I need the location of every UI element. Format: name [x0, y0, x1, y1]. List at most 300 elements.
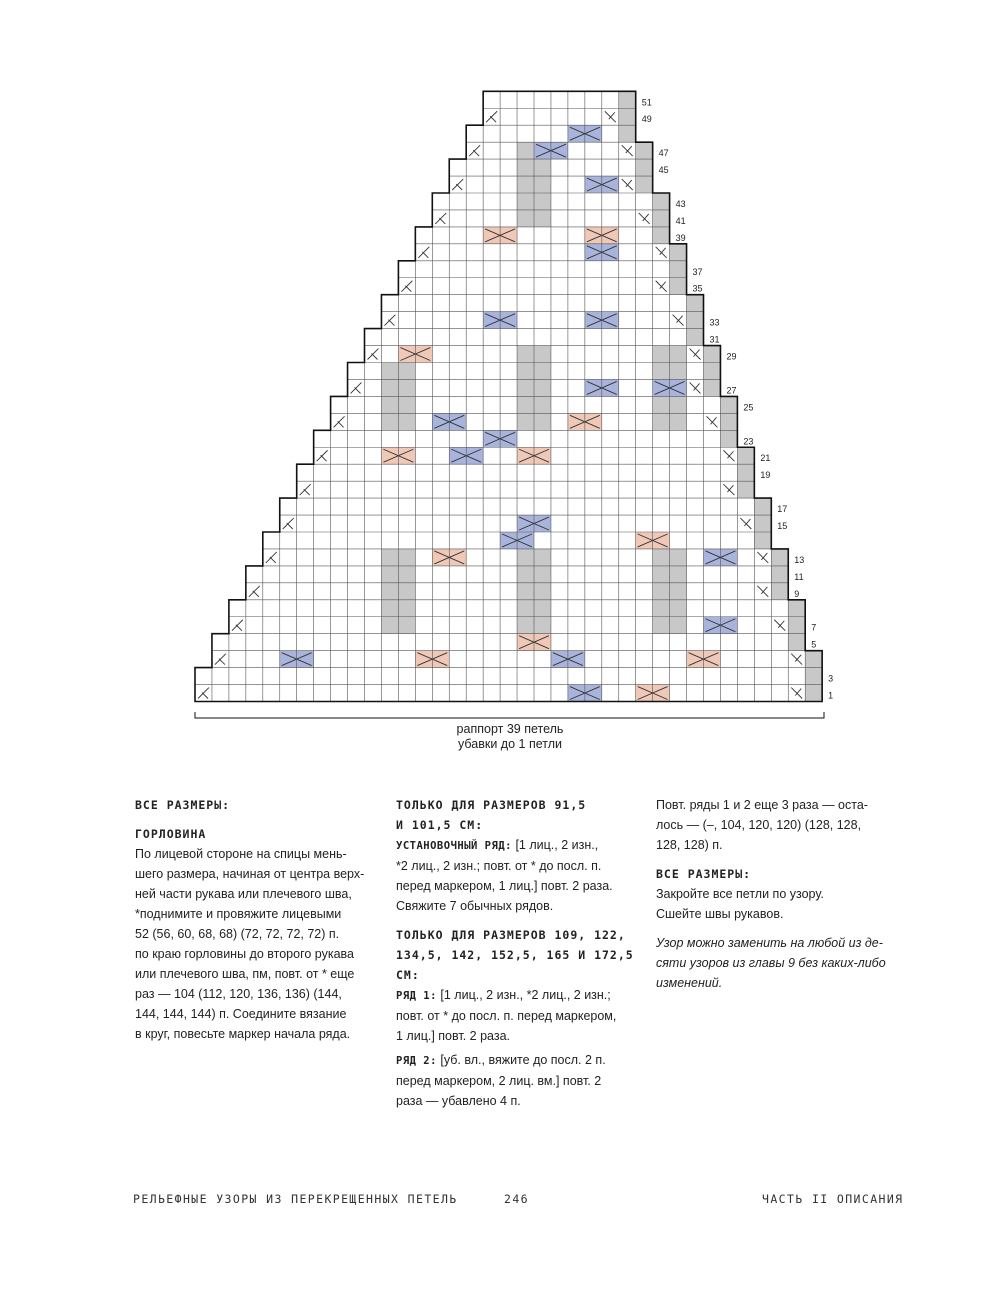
row2-text: перед маркером, 2 лиц. вм.] повт. 2: [396, 1074, 602, 1088]
chart-cell: [449, 566, 466, 583]
chart-cell: [568, 329, 585, 346]
chart-cell: [483, 261, 500, 278]
chart-cell: [449, 379, 466, 396]
chart-cell: [602, 566, 619, 583]
chart-cell: [483, 329, 500, 346]
chart-cell: [568, 312, 585, 329]
chart-cell: [500, 329, 517, 346]
chart-cell: [687, 481, 704, 498]
chart-cell: [449, 193, 466, 210]
chart-cell: [365, 363, 382, 380]
chart-cell: [585, 566, 602, 583]
chart-cell: [602, 125, 619, 142]
chart-cell: [568, 142, 585, 159]
chart-cell: [432, 312, 449, 329]
chart-cell: [636, 142, 653, 159]
note-text: изменений.: [656, 976, 723, 990]
chart-cell: [517, 464, 534, 481]
caption-repeat: раппорт 39 петель: [456, 722, 564, 736]
chart-cell: [314, 685, 331, 702]
chart-cell: [788, 600, 805, 617]
chart-cell: [737, 617, 754, 634]
chart-cell: [348, 566, 365, 583]
chart-cell: [653, 430, 670, 447]
chart-cell: [687, 566, 704, 583]
chart-cell: [381, 396, 398, 413]
chart-cell: [432, 430, 449, 447]
chart-cell: [415, 329, 432, 346]
chart-cell: [551, 447, 568, 464]
row-number: 41: [675, 215, 686, 226]
chart-cell: [432, 379, 449, 396]
chart-cell: [619, 481, 636, 498]
chart-cell: [517, 583, 534, 600]
chart-cell: [551, 244, 568, 261]
chart-cell: [568, 261, 585, 278]
chart-cell: [432, 617, 449, 634]
chart-cell: [788, 634, 805, 651]
chart-cell: [568, 481, 585, 498]
chart-cell: [585, 346, 602, 363]
chart-cell: [517, 91, 534, 108]
chart-cell: [585, 583, 602, 600]
chart-cell: [568, 464, 585, 481]
chart-cell: [653, 447, 670, 464]
seam-text: Сшейте швы рукавов.: [656, 907, 784, 921]
chart-cell: [534, 346, 551, 363]
footer-part-title: ЧАСТЬ II ОПИСАНИЯ: [762, 1192, 904, 1206]
chart-cell: [381, 600, 398, 617]
chart-cell: [314, 532, 331, 549]
chart-cell: [517, 413, 534, 430]
chart-cell: [619, 295, 636, 312]
chart-cell: [585, 515, 602, 532]
chart-cell: [263, 566, 280, 583]
chart-cell: [449, 600, 466, 617]
chart-cell: [297, 668, 314, 685]
chart-cell: [483, 668, 500, 685]
chart-cell: [398, 532, 415, 549]
chart-cell: [619, 363, 636, 380]
chart-cell: [517, 312, 534, 329]
chart-cell: [365, 396, 382, 413]
chart-cell: [449, 430, 466, 447]
chart-cell: [348, 685, 365, 702]
chart-cell: [466, 379, 483, 396]
chart-cell: [619, 278, 636, 295]
chart-cell: [602, 142, 619, 159]
chart-cell: [636, 668, 653, 685]
chart-cell: [500, 210, 517, 227]
chart-cell: [670, 464, 687, 481]
chart-cell: [415, 685, 432, 702]
chart-cell: [720, 464, 737, 481]
chart-cell: [551, 329, 568, 346]
chart-cell: [365, 430, 382, 447]
bind-off-text: Закройте все петли по узору.: [656, 887, 824, 901]
chart-cell: [551, 363, 568, 380]
chart-cell: [449, 651, 466, 668]
chart-cell: [229, 600, 246, 617]
row2-text: раза — убавлено 4 п.: [396, 1094, 521, 1108]
row-number: 11: [794, 571, 804, 582]
chart-cell: [280, 617, 297, 634]
chart-cell: [381, 498, 398, 515]
chart-cell: [704, 566, 721, 583]
chart-cell: [246, 685, 263, 702]
chart-cell: [568, 278, 585, 295]
chart-cell: [483, 125, 500, 142]
chart-cell: [449, 159, 466, 176]
chart-cell: [636, 549, 653, 566]
chart-cell: [517, 549, 534, 566]
chart-cell: [314, 549, 331, 566]
chart-cell: [636, 447, 653, 464]
chart-cell: [771, 634, 788, 651]
chart-cell: [585, 295, 602, 312]
chart-cell: [754, 498, 771, 515]
chart-cell: [720, 583, 737, 600]
chart-cell: [687, 396, 704, 413]
chart-cell: [602, 651, 619, 668]
note-text: Узор можно заменить на любой из де-: [656, 936, 883, 950]
repeat-text: лось — (–, 104, 120, 120) (128, 128,: [656, 818, 862, 832]
chart-cell: [331, 583, 348, 600]
chart-cell: [381, 515, 398, 532]
chart-cell: [602, 91, 619, 108]
chart-cell: [687, 668, 704, 685]
neck-line: 52 (56, 60, 68, 68) (72, 72, 72, 72) п.: [135, 927, 340, 941]
chart-cell: [517, 159, 534, 176]
chart-cell: [619, 634, 636, 651]
chart-cell: [483, 346, 500, 363]
chart-cell: [381, 617, 398, 634]
chart-cell: [619, 312, 636, 329]
chart-cell: [500, 91, 517, 108]
chart-cell: [704, 532, 721, 549]
chart-cell: [449, 685, 466, 702]
chart-cell: [314, 583, 331, 600]
chart-cell: [449, 515, 466, 532]
chart-cell: [432, 464, 449, 481]
heading-sizes-109: ТОЛЬКО ДЛЯ РАЗМЕРОВ 109, 122,: [396, 928, 626, 942]
chart-cell: [483, 363, 500, 380]
chart-cell: [398, 464, 415, 481]
chart-cell: [483, 634, 500, 651]
chart-cell: [415, 295, 432, 312]
chart-cell: [381, 566, 398, 583]
neck-line: *поднимите и провяжите лицевыми: [135, 907, 342, 921]
chart-cell: [500, 498, 517, 515]
chart-cell: [568, 176, 585, 193]
chart-cell: [602, 685, 619, 702]
chart-cell: [619, 396, 636, 413]
chart-cell: [517, 430, 534, 447]
chart-cell: [381, 346, 398, 363]
chart-cell: [737, 447, 754, 464]
chart-cell: [636, 566, 653, 583]
chart-cell: [551, 668, 568, 685]
chart-cell: [771, 566, 788, 583]
chart-cell: [466, 464, 483, 481]
chart-cell: [483, 159, 500, 176]
chart-cell: [568, 447, 585, 464]
chart-cell: [381, 464, 398, 481]
chart-cell: [602, 159, 619, 176]
neck-line: или плечевого шва, пм, повт. от * еще: [135, 967, 355, 981]
row-number: 27: [726, 385, 737, 396]
chart-cell: [432, 481, 449, 498]
chart-cell: [636, 396, 653, 413]
chart-cell: [771, 668, 788, 685]
chart-cell: [517, 108, 534, 125]
chart-cell: [517, 329, 534, 346]
chart-cell: [602, 532, 619, 549]
chart-cell: [432, 532, 449, 549]
chart-cell: [365, 413, 382, 430]
chart-cell: [653, 312, 670, 329]
chart-cell: [381, 685, 398, 702]
chart-cell: [704, 464, 721, 481]
footer-section-title: РЕЛЬЕФНЫЕ УЗОРЫ ИЗ ПЕРЕКРЕЩЕННЫХ ПЕТЕЛЬ: [133, 1192, 458, 1206]
chart-cell: [534, 193, 551, 210]
chart-cell: [365, 532, 382, 549]
chart-cell: [636, 430, 653, 447]
chart-cell: [280, 668, 297, 685]
chart-cell: [602, 583, 619, 600]
chart-cell: [585, 634, 602, 651]
chart-cell: [687, 413, 704, 430]
chart-cell: [771, 549, 788, 566]
chart-cell: [568, 634, 585, 651]
chart-cell: [348, 549, 365, 566]
chart-cell: [585, 210, 602, 227]
chart-cell: [466, 244, 483, 261]
chart-cell: [398, 312, 415, 329]
chart-cell: [331, 430, 348, 447]
chart-cell: [483, 295, 500, 312]
chart-cell: [653, 481, 670, 498]
chart-cell: [415, 532, 432, 549]
chart-cell: [636, 379, 653, 396]
chart-cell: [466, 583, 483, 600]
chart-cell: [737, 668, 754, 685]
chart-cell: [500, 549, 517, 566]
chart-cell: [381, 329, 398, 346]
chart-cell: [771, 651, 788, 668]
chart-cell: [534, 91, 551, 108]
chart-cell: [483, 464, 500, 481]
chart-cell: [314, 617, 331, 634]
chart-cell: [415, 430, 432, 447]
chart-cell: [687, 532, 704, 549]
chart-cell: [500, 142, 517, 159]
chart-cell: [432, 685, 449, 702]
chart-cell: [653, 396, 670, 413]
chart-cell: [483, 142, 500, 159]
chart-cell: [602, 396, 619, 413]
chart-cell: [687, 312, 704, 329]
chart-cell: [619, 515, 636, 532]
chart-cell: [551, 346, 568, 363]
setup-text: перед маркером, 1 лиц.] повт. 2 раза.: [396, 879, 613, 893]
chart-cell: [653, 651, 670, 668]
chart-cell: [602, 363, 619, 380]
chart-cell: [568, 515, 585, 532]
chart-cell: [551, 498, 568, 515]
chart-cell: [348, 430, 365, 447]
row-number: 47: [658, 148, 669, 159]
chart-cell: [331, 617, 348, 634]
chart-cell: [297, 566, 314, 583]
chart-cell: [500, 379, 517, 396]
chart-cell: [246, 600, 263, 617]
chart-cell: [517, 481, 534, 498]
chart-cell: [568, 227, 585, 244]
chart-cell: [771, 685, 788, 702]
chart-cell: [602, 498, 619, 515]
chart-cell: [653, 261, 670, 278]
chart-cell: [500, 295, 517, 312]
chart-cell: [432, 244, 449, 261]
chart-cell: [517, 176, 534, 193]
chart-cell: [568, 244, 585, 261]
chart-cell: [619, 600, 636, 617]
chart-cell: [331, 634, 348, 651]
chart-cell: [500, 159, 517, 176]
chart-cell: [568, 430, 585, 447]
chart-cell: [704, 634, 721, 651]
chart-cell: [670, 278, 687, 295]
row-number: 17: [777, 504, 788, 515]
chart-cell: [263, 600, 280, 617]
chart-cell: [348, 481, 365, 498]
chart-cell: [449, 532, 466, 549]
chart-cell: [449, 464, 466, 481]
chart-cell: [704, 396, 721, 413]
chart-cell: [602, 549, 619, 566]
chart-cell: [381, 651, 398, 668]
chart-cell: [602, 668, 619, 685]
chart-cell: [551, 600, 568, 617]
heading-all-sizes: ВСЕ РАЗМЕРЫ:: [135, 798, 231, 812]
chart-cell: [687, 295, 704, 312]
chart-cell: [653, 295, 670, 312]
chart-cell: [551, 159, 568, 176]
chart-cell: [398, 583, 415, 600]
chart-cell: [670, 685, 687, 702]
chart-cell: [365, 668, 382, 685]
repeat-bracket: [195, 712, 824, 718]
chart-cell: [737, 651, 754, 668]
chart-cell: [398, 413, 415, 430]
chart-cell: [619, 583, 636, 600]
chart-cell: [483, 583, 500, 600]
chart-cell: [704, 600, 721, 617]
row-number: 23: [743, 436, 754, 447]
chart-cell: [466, 685, 483, 702]
chart-cell: [466, 210, 483, 227]
chart-cell: [466, 549, 483, 566]
chart-cell: [398, 651, 415, 668]
chart-cell: [500, 464, 517, 481]
chart-cell: [754, 668, 771, 685]
chart-cell: [602, 515, 619, 532]
chart-cell: [195, 668, 212, 685]
chart-cell: [704, 498, 721, 515]
chart-cell: [415, 668, 432, 685]
chart-cell: [449, 295, 466, 312]
chart-cell: [619, 379, 636, 396]
setup-text: [1 лиц., 2 изн.,: [511, 838, 599, 852]
chart-cell: [365, 498, 382, 515]
chart-cell: [398, 566, 415, 583]
chart-cell: [551, 379, 568, 396]
chart-cell: [483, 549, 500, 566]
chart-cell: [653, 583, 670, 600]
chart-cell: [432, 396, 449, 413]
chart-cell: [449, 583, 466, 600]
chart-cell: [314, 481, 331, 498]
chart-cell: [619, 125, 636, 142]
chart-cell: [653, 464, 670, 481]
chart-cell: [602, 210, 619, 227]
chart-cell: [619, 668, 636, 685]
chart-cell: [500, 600, 517, 617]
chart-cell: [534, 295, 551, 312]
chart-cell: [246, 617, 263, 634]
chart-cell: [398, 295, 415, 312]
chart-cell: [500, 515, 517, 532]
chart-cell: [432, 447, 449, 464]
chart-cell: [619, 464, 636, 481]
chart-cell: [670, 244, 687, 261]
chart-cell: [415, 278, 432, 295]
chart-cell: [619, 651, 636, 668]
chart-cell: [534, 464, 551, 481]
chart-cell: [670, 430, 687, 447]
chart-cell: [619, 329, 636, 346]
chart-cell: [483, 566, 500, 583]
chart-cell: [534, 600, 551, 617]
chart-cell: [348, 498, 365, 515]
chart-cell: [466, 481, 483, 498]
chart-cell: [670, 498, 687, 515]
chart-cell: [331, 396, 348, 413]
chart-cell: [619, 346, 636, 363]
chart-cell: [602, 261, 619, 278]
chart-cell: [365, 515, 382, 532]
chart-cell: [314, 668, 331, 685]
chart-cell: [500, 481, 517, 498]
chart-cell: [636, 363, 653, 380]
heading-neckline: ГОРЛОВИНА: [135, 827, 207, 841]
chart-cell: [602, 600, 619, 617]
chart-cell: [415, 634, 432, 651]
chart-cell: [466, 329, 483, 346]
chart-cell: [449, 668, 466, 685]
chart-cell: [517, 227, 534, 244]
chart-cell: [500, 651, 517, 668]
chart-cell: [263, 651, 280, 668]
chart-cell: [551, 566, 568, 583]
chart-cell: [534, 261, 551, 278]
chart-cell: [670, 600, 687, 617]
chart-cell: [653, 668, 670, 685]
chart-cell: [653, 515, 670, 532]
chart-cell: [483, 532, 500, 549]
chart-cell: [500, 617, 517, 634]
